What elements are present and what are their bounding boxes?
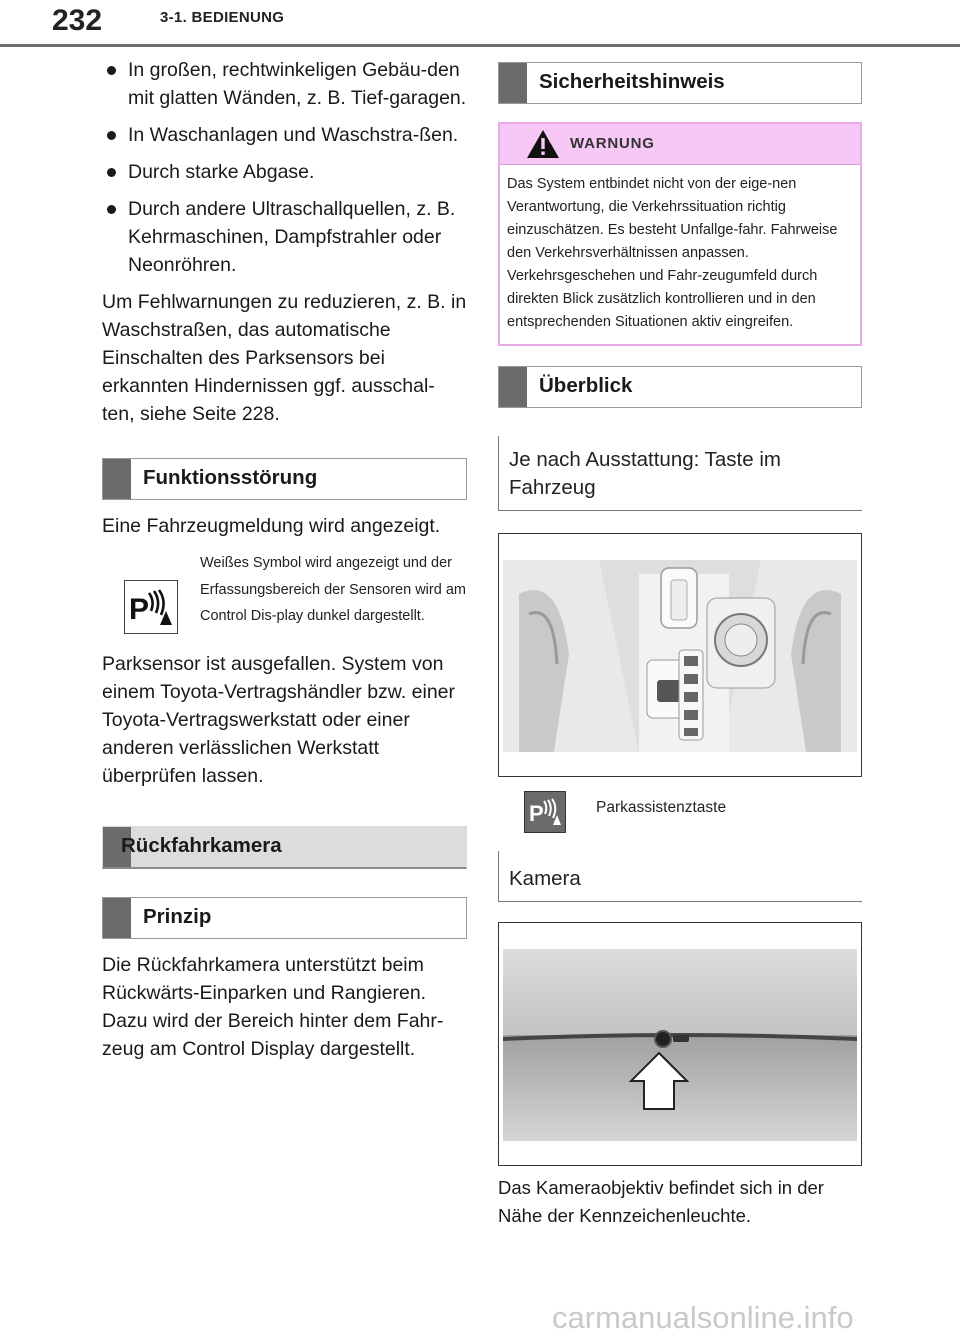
header-divider [0, 44, 960, 47]
camera-caption: Das Kameraobjektiv befindet sich in der Nähe der Kennzeichenleuchte. [498, 1177, 824, 1226]
section-bar [499, 367, 527, 407]
malfunction-action: Parksensor ist ausgefallen. System von einem Toyota-Vertragshändler bzw. einer Toyota-Vertragswerkstatt oder einer anderen verlässlichen Werkstatt überprüfen lassen. [102, 653, 456, 787]
section-bar [103, 898, 131, 938]
warning-box [498, 122, 862, 346]
center-console-image [499, 534, 861, 776]
section-bar [499, 63, 527, 103]
section-heading-rear-camera [102, 826, 467, 869]
park-assist-button-icon [524, 791, 566, 833]
section-title: Überblick [539, 374, 633, 397]
svg-text:P: P [529, 801, 544, 826]
section-title: Prinzip [143, 905, 212, 928]
list-item: Durch andere Ultraschallquellen, z. B. Kehrmaschinen, Dampfstrahler oder Neonröhren. [102, 195, 467, 279]
svg-text:P: P [129, 593, 150, 626]
section-title: Sicherheitshinweis [539, 70, 725, 93]
warning-text: Das System entbindet nicht von der eige-nen Verantwortung, die Verkehrssituation richtig einzuschätzen. Es besteht Unfallge-fahr. Fahrweise den Verkehrsverhältnissen anpassen. Verkehrsgeschehen und Fahr-zeugumfeld durch direkten Blick zusätzlich kontrollieren und in den entsprechenden Situationen aktiv eingreifen. [507, 176, 838, 330]
section-heading-safety [498, 62, 862, 104]
false-warning-paragraph: Um Fehlwarnungen zu reduzieren, z. B. in Waschstraßen, das automatische Einschalten des Parksensors bei erkannten Hindernissen ggf. ausschal-ten, siehe Seite 228. [102, 291, 467, 425]
list-item: In Waschanlagen und Waschstra-ßen. [102, 121, 467, 149]
rear-camera-image [499, 923, 861, 1165]
page-number: 232 [52, 4, 103, 37]
camera-figure [498, 922, 862, 1166]
section-bar [103, 459, 131, 499]
indicator-row [102, 550, 467, 650]
page-header [0, 0, 960, 46]
section-heading-principle [102, 897, 467, 939]
warning-triangle-icon [526, 129, 560, 159]
subheading-camera: Kamera [498, 851, 862, 902]
subheading-button: Je nach Ausstattung: Taste im Fahrzeug [498, 436, 862, 511]
left-column [102, 56, 467, 1063]
list-item: Durch starke Abgase. [102, 158, 467, 186]
watermark: carmanualsonline.info [552, 1300, 854, 1335]
section-title: Funktionsstörung [143, 466, 318, 489]
principle-paragraph: Die Rückfahrkamera unterstützt beim Rückwärts-Einparken und Rangieren. Dazu wird der Bereich hinter dem Fahr-zeug am Control Display dargestellt. [102, 954, 444, 1060]
right-column [498, 62, 862, 1230]
chapter-title: 3-1. BEDIENUNG [160, 9, 285, 26]
section-heading-malfunction [102, 458, 467, 500]
malfunction-intro: Eine Fahrzeugmeldung wird angezeigt. [102, 515, 441, 537]
section-title: Rückfahrkamera [121, 834, 282, 857]
indicator-description: Weißes Symbol wird angezeigt und der Erfassungsbereich der Sensoren wird am Control Dis-play dunkel dargestellt. [200, 555, 466, 624]
list-item: In großen, rechtwinkeligen Gebäu-den mit glatten Wänden, z. B. Tief-garagen. [102, 56, 467, 112]
section-heading-overview [498, 366, 862, 408]
button-caption: Parkassistenztaste [596, 799, 727, 816]
park-sensor-icon [124, 580, 178, 634]
interference-list [102, 56, 467, 279]
button-caption-row [498, 785, 862, 841]
warning-label: WARNUNG [570, 135, 655, 152]
console-figure [498, 533, 862, 777]
warning-header [500, 124, 860, 165]
